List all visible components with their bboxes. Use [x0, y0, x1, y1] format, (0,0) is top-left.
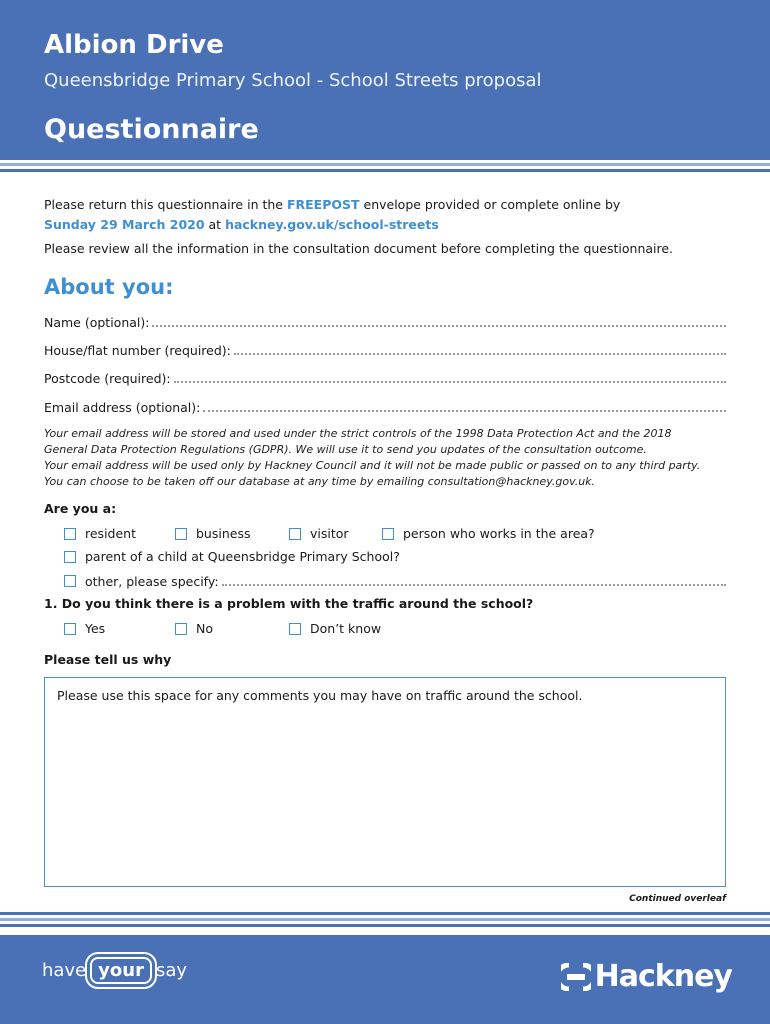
logo-text-your: your	[90, 957, 152, 984]
option-yes[interactable]	[64, 621, 105, 636]
page-subtitle: Queensbridge Primary School - School Streets proposal	[44, 70, 542, 91]
privacy-note-line: Your email address will be used only by Hackney Council and it will not be made public or passed on to any third party.	[44, 459, 701, 472]
checkbox-visitor[interactable]	[289, 528, 301, 540]
footer-stripes	[0, 912, 770, 930]
logo-text-say: say	[155, 960, 188, 981]
option-label: parent of a child at Queensbridge Primary School?	[85, 549, 400, 564]
privacy-note-line: Your email address will be stored and used under the strict controls of the 1998 Data Protection Act and the 2018	[44, 427, 672, 440]
privacy-note-line: You can choose to be taken off our database at any time by emailing	[44, 475, 428, 488]
header-banner	[0, 0, 770, 160]
option-label: other, please specify:	[85, 574, 219, 589]
option-resident[interactable]	[64, 526, 136, 541]
checkbox-other[interactable]	[64, 575, 76, 587]
comments-textarea[interactable]	[45, 678, 725, 886]
page-title: Albion Drive	[44, 30, 224, 60]
option-parent[interactable]	[64, 549, 400, 564]
checkbox-no[interactable]	[175, 623, 187, 635]
checkbox-business[interactable]	[175, 528, 187, 540]
postcode-input-line[interactable]	[174, 381, 726, 383]
questionnaire-heading: Questionnaire	[44, 114, 259, 145]
email-input-line[interactable]	[203, 410, 726, 412]
name-input-line[interactable]	[152, 325, 726, 327]
question-1-label: 1. Do you think there is a problem with the traffic around the school?	[44, 596, 534, 611]
option-works-in-area[interactable]	[382, 526, 595, 541]
option-business[interactable]	[175, 526, 250, 541]
privacy-note-line: General Data Protection Regulations (GDPR). We will use it to send you updates of the consultation outcome.	[44, 443, 647, 456]
tell-us-why-label: Please tell us why	[44, 652, 172, 667]
house-number-input-line[interactable]	[234, 353, 726, 355]
hackney-logo	[561, 959, 732, 994]
continued-overleaf: Continued overleaf	[629, 894, 726, 904]
postcode-label: Postcode (required):	[44, 371, 171, 386]
privacy-note	[44, 426, 734, 490]
intro-text	[44, 195, 734, 235]
checkbox-works-in-area[interactable]	[382, 528, 394, 540]
intro-text-part: at	[204, 217, 226, 232]
option-visitor[interactable]	[289, 526, 349, 541]
intro-text-part: Please return this questionnaire in the	[44, 197, 287, 212]
checkbox-resident[interactable]	[64, 528, 76, 540]
option-dont-know[interactable]	[289, 621, 381, 636]
header-stripes	[0, 163, 770, 175]
option-label: Yes	[85, 621, 106, 636]
website-link[interactable]: hackney.gov.uk/school-streets	[225, 217, 439, 232]
name-field[interactable]	[44, 312, 726, 330]
name-field-label: Name (optional):	[44, 315, 150, 330]
option-label: business	[196, 526, 251, 541]
review-instruction: Please review all the information in the consultation document before completing the questionnaire.	[44, 241, 674, 256]
house-number-label: House/flat number (required):	[44, 343, 231, 358]
freepost-label: FREEPOST	[286, 197, 360, 212]
email-label: Email address (optional):	[44, 400, 201, 415]
email-field[interactable]	[44, 397, 726, 415]
other-specify-input-line[interactable]	[222, 584, 726, 586]
option-label: visitor	[310, 526, 349, 541]
option-label: No	[196, 621, 213, 636]
consultation-email: consultation@hackney.gov.uk	[427, 475, 592, 488]
logo-text-have: have	[42, 960, 87, 981]
privacy-note-line: .	[591, 475, 596, 488]
checkbox-dont-know[interactable]	[289, 623, 301, 635]
checkbox-parent[interactable]	[64, 551, 76, 563]
are-you-label: Are you a:	[44, 501, 117, 516]
deadline-date: Sunday 29 March 2020	[44, 217, 205, 232]
house-number-field[interactable]	[44, 340, 726, 358]
option-label: Don’t know	[310, 621, 382, 636]
option-no[interactable]	[175, 621, 213, 636]
intro-text-part: envelope provided or complete online by	[359, 197, 621, 212]
option-label: resident	[85, 526, 136, 541]
hackney-logo-icon	[561, 963, 591, 991]
about-you-heading: About you:	[44, 275, 174, 299]
have-your-say-logo	[42, 957, 187, 984]
hackney-logo-text: Hackney	[594, 959, 732, 994]
checkbox-yes[interactable]	[64, 623, 76, 635]
option-other[interactable]	[64, 571, 726, 589]
comments-box[interactable]	[44, 677, 726, 887]
postcode-field[interactable]	[44, 368, 726, 386]
option-label: person who works in the area?	[403, 526, 595, 541]
footer-banner	[0, 935, 770, 1024]
